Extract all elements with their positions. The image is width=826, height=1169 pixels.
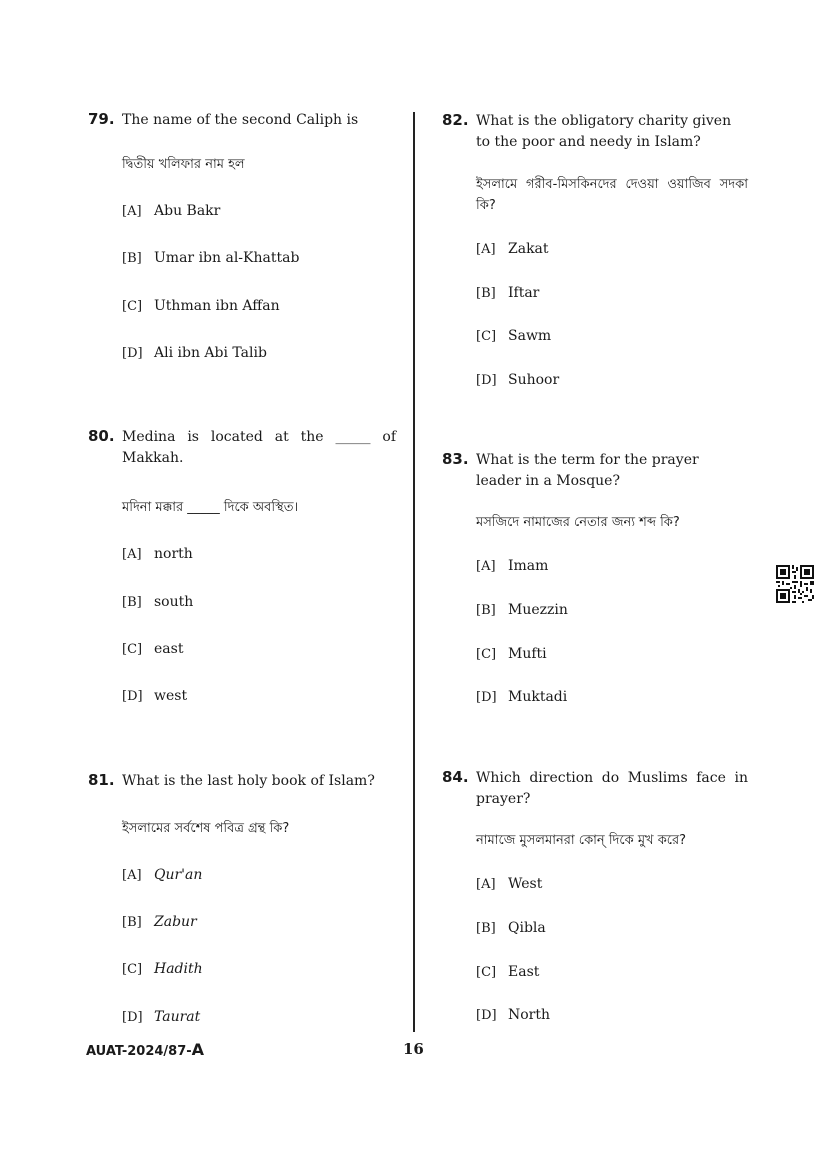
option-a[interactable]: [A] Qur'an (122, 867, 203, 883)
question-text-bengali: ইসলামে গরীব-মিসকিনদের দেওয়া ওয়াজিব সদকা কি? (476, 177, 748, 213)
question-text-bengali: মদিনা মক্কার _____ দিকে অবস্থিত। (122, 500, 299, 515)
question-81 (88, 771, 398, 1036)
option-a[interactable]: [A] West (476, 876, 543, 892)
question-number: 80. (88, 427, 115, 445)
option-d[interactable]: [D] Muktadi (476, 689, 568, 705)
question-text-bengali: দ্বিতীয় খলিফার নাম হল (122, 157, 245, 172)
question-text-bengali: মসজিদে নামাজের নেতার জন্য শব্দ কি? (476, 515, 680, 530)
question-82 (442, 111, 752, 401)
option-a[interactable]: [A] Zakat (476, 241, 549, 257)
option-b[interactable]: [B] Umar ibn al-Khattab (122, 250, 300, 266)
question-text: What is the term for the prayer leader in a Mosque? (476, 452, 699, 489)
option-c[interactable]: [C] Sawm (476, 328, 552, 344)
question-83 (442, 450, 752, 720)
option-c[interactable]: [C] Uthman ibn Affan (122, 298, 280, 314)
qr-code-icon (776, 565, 814, 603)
option-b[interactable]: [B] Zabur (122, 914, 197, 930)
question-text: Medina is located at the _____ of Makkah. (122, 429, 396, 466)
paper-series: A (191, 1040, 205, 1059)
question-text: What is the obligatory charity given to the poor and needy in Islam? (476, 113, 732, 150)
option-a[interactable]: [A] Abu Bakr (122, 203, 221, 219)
option-d[interactable]: [D] Taurat (122, 1009, 201, 1025)
question-text-bengali: নামাজে মুসলমানরা কোন্ দিকে মুখ করে? (476, 833, 687, 848)
question-84 (442, 768, 752, 1033)
question-text: Which direction do Muslims face in prayer? (476, 770, 748, 807)
page-number: 16 (403, 1040, 424, 1058)
option-b[interactable]: [B] Muezzin (476, 602, 568, 618)
option-d[interactable]: [D] Ali ibn Abi Talib (122, 345, 267, 361)
option-c[interactable]: [C] Hadith (122, 961, 203, 977)
question-text: The name of the second Caliph is (122, 112, 359, 128)
option-c[interactable]: [C] east (122, 641, 184, 657)
option-b[interactable]: [B] Iftar (476, 285, 540, 301)
question-number: 79. (88, 110, 115, 128)
question-number: 84. (442, 768, 469, 786)
question-number: 83. (442, 450, 469, 468)
option-b[interactable]: [B] Qibla (476, 920, 546, 936)
question-number: 81. (88, 771, 115, 789)
option-d[interactable]: [D] North (476, 1007, 551, 1023)
question-79 (88, 110, 398, 380)
question-number: 82. (442, 111, 469, 129)
option-a[interactable]: [A] Imam (476, 558, 549, 574)
question-text: What is the last holy book of Islam? (122, 773, 375, 789)
question-80 (88, 427, 398, 717)
option-a[interactable]: [A] north (122, 546, 193, 562)
option-d[interactable]: [D] west (122, 688, 188, 704)
paper-code: AUAT-2024/87-A (86, 1040, 205, 1059)
column-divider (413, 112, 415, 1032)
option-c[interactable]: [C] Mufti (476, 646, 547, 662)
question-text-bengali: ইসলামের সর্বশেষ পবিত্র গ্রন্থ কি? (122, 821, 290, 836)
option-b[interactable]: [B] south (122, 594, 194, 610)
option-d[interactable]: [D] Suhoor (476, 372, 560, 388)
option-c[interactable]: [C] East (476, 964, 540, 980)
